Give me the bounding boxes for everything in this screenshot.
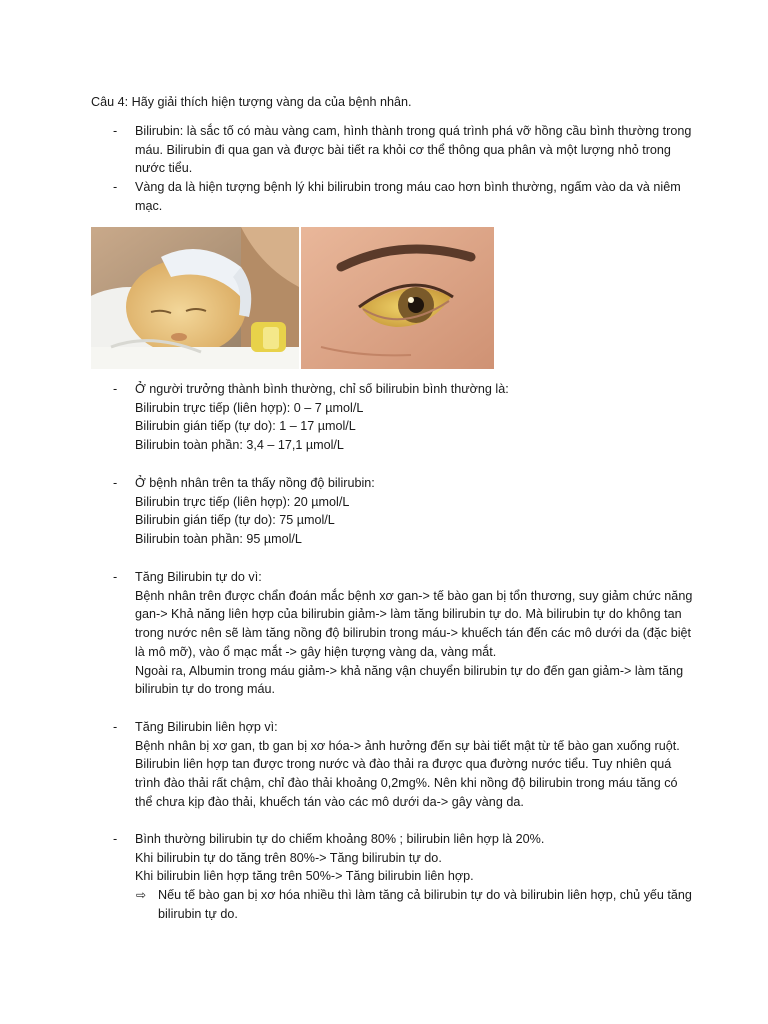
- normal-values-intro: Ở người trưởng thành bình thường, chỉ số bilirubin bình thường là:: [135, 382, 509, 396]
- question-heading: Câu 4: Hãy giải thích hiện tượng vàng da của bệnh nhân.: [91, 95, 412, 109]
- arrow-right-icon: ⇨: [136, 888, 147, 902]
- conjugated-bilirubin-heading: Tăng Bilirubin liên hợp vì:: [135, 720, 278, 734]
- bullet-dash: -: [113, 832, 118, 846]
- conjugated-bilirubin-explanation: Bệnh nhân bị xơ gan, tb gan bị xơ hóa-> ảnh hưởng đến sự bài tiết mật từ tế bào gan xuống ruột. Bilirubin liên hợp tan được trong nước và đào thải ra được qua đường nước tiểu. Tuy nhiên quá trình đào thải rất chậm, chỉ đào thải khoảng 0,2mg%. Nên khi nồng độ bilirubin trong máu tăng có thể chưa kịp đào thải, khuếch tán vào các mô dưới da-> gây vàng da.: [135, 738, 680, 809]
- normal-direct-bilirubin: Bilirubin trực tiếp (liên hợp): 0 – 7 µmol/L: [135, 400, 364, 415]
- jaundice-photos: [91, 227, 494, 369]
- jaundiced-infant-photo: [91, 227, 299, 369]
- bullet-dash: -: [113, 180, 118, 194]
- free-bilirubin-explanation: Bệnh nhân trên được chẩn đoán mắc bệnh xơ gan-> tế bào gan bị tổn thương, suy giảm chức năng gan-> Khả năng liên hợp của bilirubin giảm-> làm tăng bilirubin tự do. Mà bilirubin tự do không tan trong nước nên sẽ làm tăng nồng độ bilirubin trong máu-> khuếch tán đến các mô dưới da (đặc biệt là mô mỡ), vào ổ mạc mắt -> gây hiện tượng vàng da, vàng mắt.: [135, 588, 693, 659]
- bullet-dash: -: [113, 382, 118, 396]
- jaundice-definition-text: Vàng da là hiện tượng bệnh lý khi bilirubin trong máu cao hơn bình thường, ngấm vào da và niêm mạc.: [135, 180, 681, 213]
- free-bilirubin-heading: Tăng Bilirubin tự do vì:: [135, 570, 262, 584]
- ratio-free-threshold-line: Khi bilirubin tự do tăng trên 80%-> Tăng bilirubin tự do.: [135, 850, 442, 865]
- bullet-dash: -: [113, 570, 118, 584]
- bullet-dash: -: [113, 476, 118, 490]
- ratio-normal-line: Bình thường bilirubin tự do chiếm khoảng 80% ; bilirubin liên hợp là 20%.: [135, 832, 545, 846]
- bullet-dash: -: [113, 124, 118, 138]
- albumin-explanation: Ngoài ra, Albumin trong máu giảm-> khả năng vận chuyển bilirubin tự do đến gan giảm-> làm tăng bilirubin tự do trong máu.: [135, 663, 684, 697]
- jaundiced-eye-photo: [301, 227, 494, 369]
- normal-indirect-bilirubin: Bilirubin gián tiếp (tự do): 1 – 17 µmol/L: [135, 419, 356, 434]
- ratio-conjugated-threshold-line: Khi bilirubin liên hợp tăng trên 50%-> Tăng bilirubin liên hợp.: [135, 869, 474, 884]
- normal-total-bilirubin: Bilirubin toàn phần: 3,4 – 17,1 µmol/L: [135, 438, 344, 453]
- patient-indirect-bilirubin: Bilirubin gián tiếp (tự do): 75 µmol/L: [135, 513, 335, 528]
- patient-direct-bilirubin: Bilirubin trực tiếp (liên hợp): 20 µmol/L: [135, 494, 350, 509]
- bullet-dash: -: [113, 720, 118, 734]
- patient-values-intro: Ở bệnh nhân trên ta thấy nồng độ bilirubin:: [135, 476, 375, 490]
- patient-total-bilirubin: Bilirubin toàn phần: 95 µmol/L: [135, 532, 302, 547]
- conclusion-text: Nếu tế bào gan bị xơ hóa nhiều thì làm tăng cả bilirubin tự do và bilirubin liên hợp, chủ yếu tăng bilirubin tự do.: [158, 888, 692, 921]
- bilirubin-definition-text: Bilirubin: là sắc tố có màu vàng cam, hình thành trong quá trình phá vỡ hồng cầu bình thường trong máu. Bilirubin đi qua gan và được bài tiết ra khỏi cơ thể thông qua phân và một lượng nhỏ trong nước tiểu.: [135, 124, 692, 176]
